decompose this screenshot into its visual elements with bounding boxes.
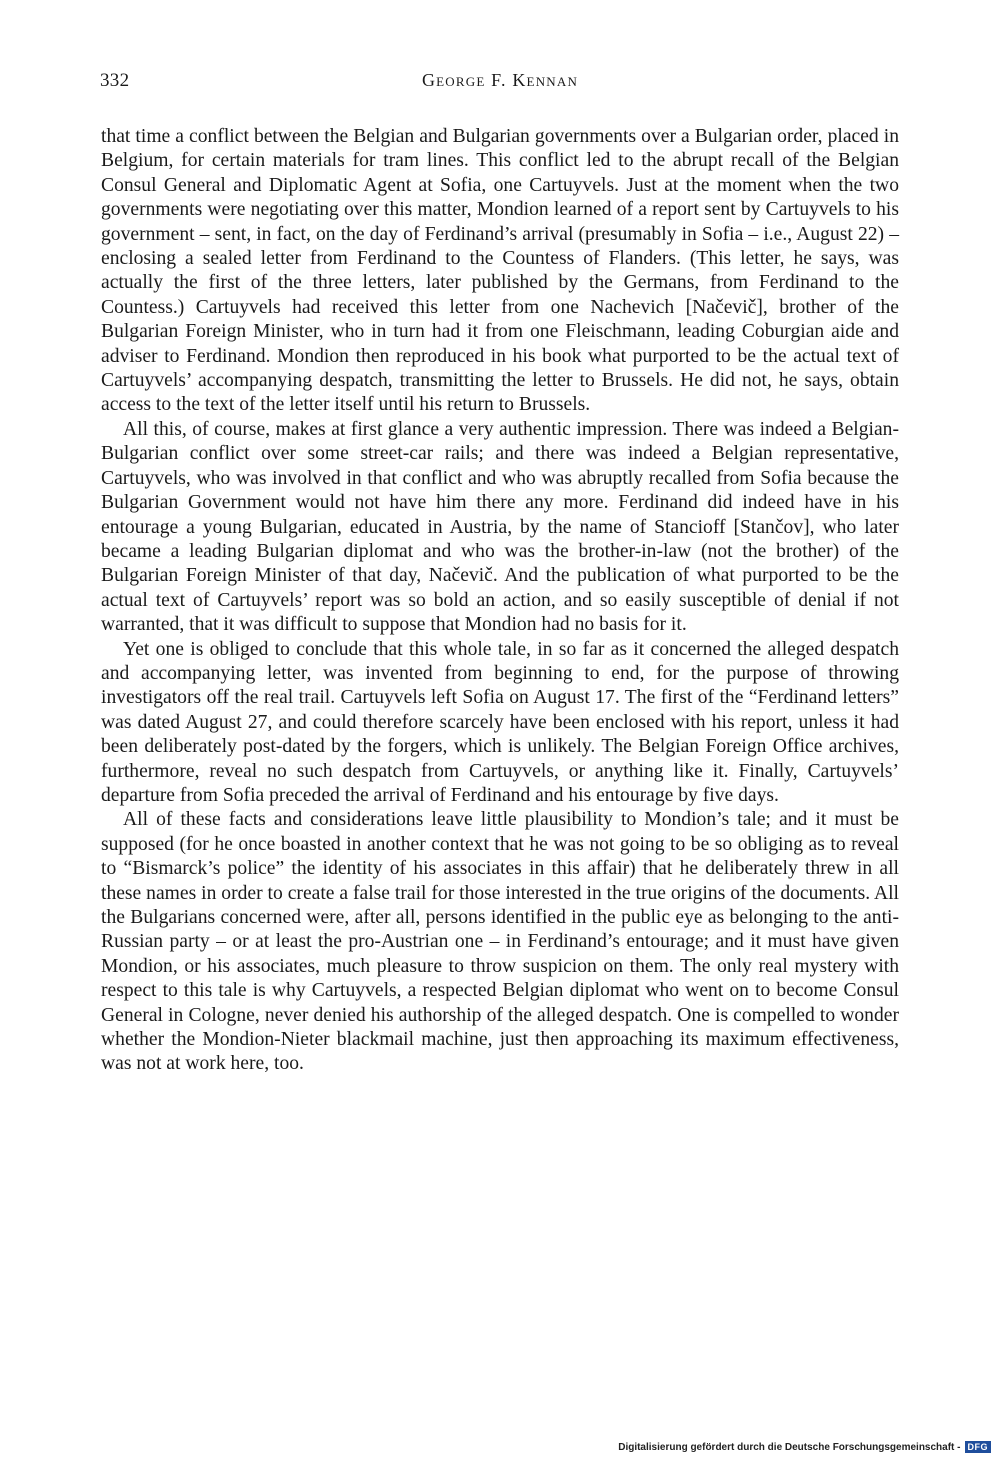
paragraph: that time a conflict between the Belgian and Bulgarian governments over a Bulgarian order, placed in Belgium, for certain materials for tram lines. This conflict led to the abrupt recall of the Belgian Consul General and Diplomatic Agent at Sofia, one Cartuyvels. Just at the moment when the two governments were negotiating over this matter, Mondion learned of a report sent by Cartuyvels to his government – sent, in fact, on the day of Ferdinand’s arrival (presumably in Sofia – i.e., August 22) – enclosing a sealed letter from Ferdinand to the Countess of Flanders. (This letter, he says, was actually the first of the three letters, later published by the Germans, from Ferdinand to the Countess.) Cartuyvels had received this letter from one Nachevich [Načevič], brother of the Bulgarian Foreign Minister, who in turn had it from one Fleischmann, leading Coburgian aide and adviser to Ferdinand. Mondion then reproduced in his book what purported to be the actual text of Cartuyvels’ accompanying despatch, transmitting the letter to Brussels. He did not, he says, obtain access to the text of the letter itself until his return to Brussels. bbox=[101, 126, 899, 416]
dfg-logo-icon: DFG bbox=[965, 1441, 992, 1453]
paragraph: Yet one is obliged to conclude that this whole tale, in so far as it concerned the alleged despatch and accompanying letter, was invented from beginning to end, for the purpose of throwing investigators off the real trail. Cartuyvels left Sofia on August 17. The first of the “Ferdinand letters” was dated August 27, and could therefore scarcely have been enclosed with his report, unless it had been deliberately post-dated by the forgers, which is unlikely. The Belgian Foreign Office archives, furthermore, reveal no such despatch from Cartuyvels, or anything like it. Finally, Cartuyvels’ departure from Sofia preceded the arrival of Ferdinand and his entourage by five days. bbox=[101, 638, 899, 806]
page-number: 332 bbox=[100, 70, 130, 91]
running-head: George F. Kennan bbox=[421, 70, 579, 90]
page-header bbox=[100, 70, 900, 100]
paragraph: All of these facts and considerations leave little plausibility to Mondion’s tale; and it must be supposed (for he once boasted in another context that he was not going to be so obliging as to reveal to “Bismarck’s police” the identity of his associates in this affair) that he deliberately threw in all these names in order to create a false trail for those interested in the true origins of the documents. All the Bulgarians concerned were, after all, persons identified in the public eye as belonging to the anti-Russian party – or at least the pro-Austrian one – in Ferdinand’s entourage; and it must have given Mondion, or his associates, much pleasure to throw suspicion on them. The only real mystery with respect to this tale is why Cartuyvels, a respected Belgian diplomat who went on to become Consul General in Cologne, never denied his authorship of the alleged despatch. One is compelled to wonder whether the Mondion-Nieter blackmail machine, just then approaching its maximum effectiveness, was not at work here, too. bbox=[101, 809, 899, 1075]
article-body bbox=[101, 125, 899, 1077]
paragraph: All this, of course, makes at first glance a very authentic impression. There was indeed a Belgian-Bulgarian conflict over some street-car rails; and there was indeed a Belgian representative, Cartuyvels, who was involved in that conflict and who was abruptly recalled from Sofia because the Bulgarian Government would not have him there any more. Ferdinand did indeed have in his entourage a young Bulgarian, educated in Austria, by the name of Stancioff [Stančov], who later became a leading Bulgarian diplomat and who was the brother-in-law (not the brother) of the Bulgarian Foreign Minister of that day, Načevič. And the publication of what purported to be the actual text of Cartuyvels’ report was so bold an action, and so easily susceptible of denial if not warranted, that it was difficult to suppose that Mondion had no basis for it. bbox=[101, 418, 899, 636]
footer-text: Digitalisierung gefördert durch die Deutsche Forschungsgemeinschaft - bbox=[618, 1441, 961, 1453]
digitization-footer bbox=[618, 1441, 991, 1453]
